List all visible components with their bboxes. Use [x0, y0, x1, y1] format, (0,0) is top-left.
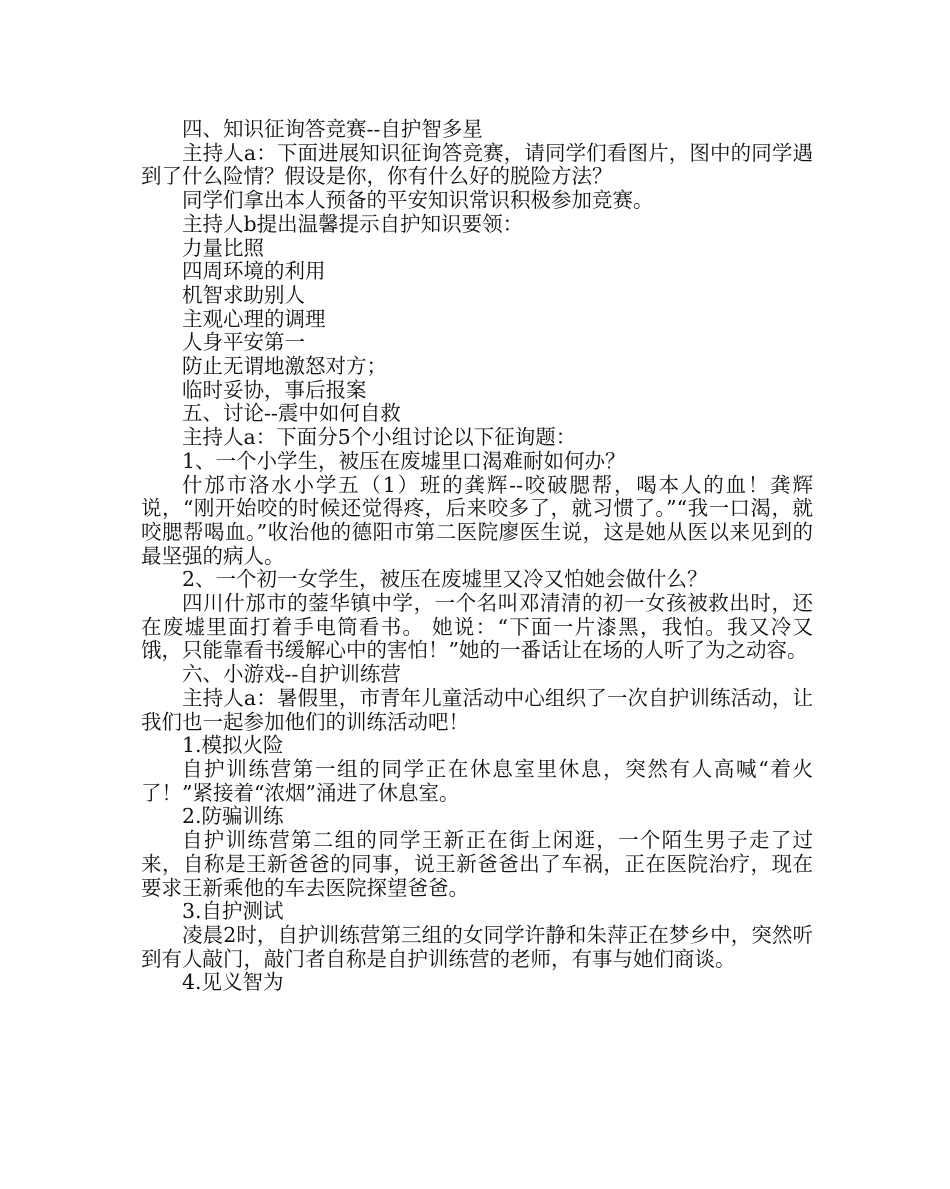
paragraph: 主持人b提出温馨提示自护知识要领： — [182, 211, 524, 236]
subheading: 4.见义智为 — [182, 970, 284, 995]
subheading: 3.自护测试 — [182, 899, 284, 924]
list-item: 人身平安第一 — [182, 330, 305, 355]
paragraph: 凌晨2时，自护训练营第三组的女同学许静和朱萍正在梦乡中，突然听到有人敲门，敲门者自称是自护训练营的老师，有事与她们商谈。 — [141, 922, 813, 971]
paragraph: 主持人a：暑假里，市青年儿童活动中心组织了一次自护训练活动，让我们也一起参加他们的训练活动吧！ — [141, 685, 813, 734]
subheading: 2.防骗训练 — [182, 804, 284, 829]
paragraph: 同学们拿出本人预备的平安知识常识积极参加竞赛。 — [182, 188, 654, 213]
paragraph: 主持人a：下面进展知识征询答竞赛，请同学们看图片，图中的同学遇到了什么险情？假设是你，你有什么好的脱险方法？ — [141, 140, 813, 189]
paragraph: 什邡市洛水小学五（1）班的龚辉--咬破腮帮，喝本人的血！龚辉说，“刚开始咬的时候还觉得疼，后来咬多了，就习惯了。”“我一口渴，就咬腮帮喝血。”收治他的德阳市第二医院廖医生说，这是她从医以来见到的最坚强的病人。 — [141, 472, 813, 568]
paragraph: 自护训练营第二组的同学王新正在街上闲逛，一个陌生男子走了过来，自称是王新爸爸的同事，说王新爸爸出了车祸，正在医院治疗，现在要求王新乘他的车去医院探望爸爸。 — [141, 828, 813, 900]
list-item: 四周环境的利用 — [182, 259, 326, 284]
question-item: 2、一个初一女学生，被压在废墟里又冷又怕她会做什么？ — [182, 567, 708, 592]
paragraph: 自护训练营第一组的同学正在休息室里休息，突然有人高喊“着火了！”紧接着“浓烟”涌进了休息室。 — [141, 756, 813, 805]
paragraph: 主持人a：下面分5个小组讨论以下征询题： — [182, 425, 577, 450]
list-item: 临时妥协，事后报案 — [182, 377, 367, 402]
list-item: 主观心理的调理 — [182, 306, 326, 331]
question-item: 1、一个小学生，被压在废墟里口渴难耐如何办？ — [182, 448, 626, 473]
subheading: 1.模拟火险 — [182, 733, 284, 758]
section-heading: 五、讨论--震中如何自救 — [182, 401, 401, 426]
document-body — [141, 118, 813, 995]
list-item: 机智求助别人 — [182, 282, 305, 307]
list-item: 力量比照 — [182, 235, 264, 260]
paragraph: 四川什邡市的蓥华镇中学，一个名叫邓清清的初一女孩被救出时，还在废墟里面打着手电筒看书。 她说：“下面一片漆黑，我怕。我又冷又饿，只能靠看书缓解心中的害怕！”她的一番话让在场的人听了为之动容。 — [141, 591, 813, 663]
list-item: 防止无谓地激怒对方； — [182, 354, 387, 379]
section-heading: 四、知识征询答竞赛--自护智多星 — [182, 117, 483, 141]
section-heading: 六、小游戏--自护训练营 — [182, 662, 401, 687]
